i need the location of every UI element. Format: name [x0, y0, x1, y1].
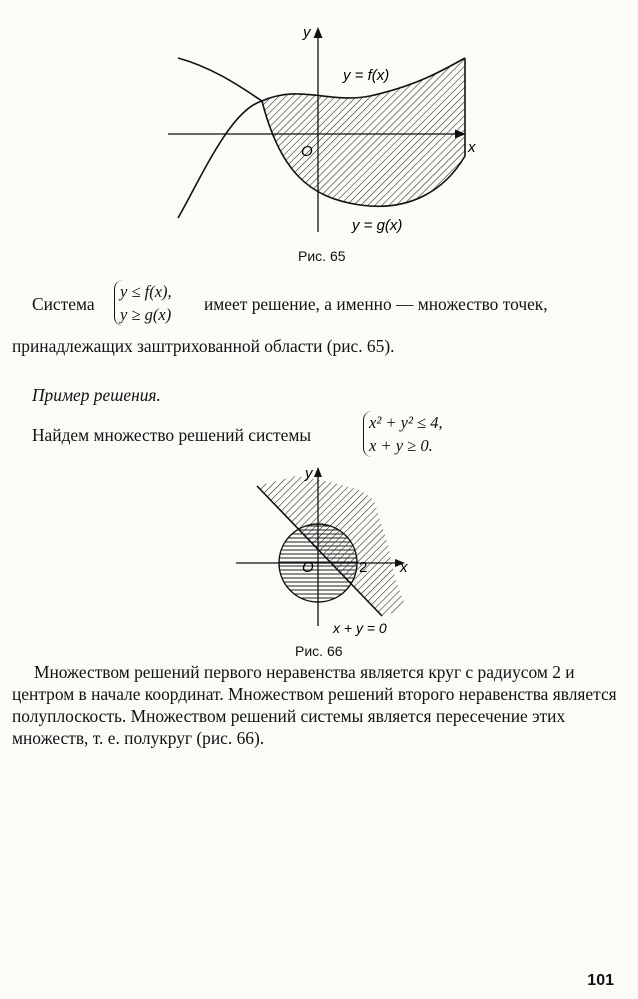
axis-x-label-66: x	[400, 559, 408, 576]
system-1-line-2: y ≥ g(x)	[120, 305, 172, 324]
caption-fig-65: Рис. 65	[298, 248, 346, 264]
system-2-brace	[363, 411, 443, 457]
system-2-line-2: x + y ≥ 0.	[369, 436, 433, 455]
label-f: y = f(x)	[343, 67, 390, 84]
y-axis-arrow-66	[314, 467, 322, 477]
label-g: y = g(x)	[352, 217, 403, 234]
axis-y-label-66: y	[305, 465, 313, 482]
y-axis-arrow-65	[314, 27, 323, 38]
system-1-continuation: принадлежащих заштрихованной области (рис. 65).	[12, 336, 395, 356]
system-1-line-1: y ≤ f(x),	[120, 282, 172, 301]
caption-fig-66: Рис. 66	[295, 643, 343, 659]
system-2-line-1: x² + y² ≤ 4,	[369, 413, 443, 432]
origin-label-65: O	[301, 143, 313, 160]
system-1-suffix: имеет решение, а именно — множество точек,	[204, 294, 548, 314]
axis-y-label-65: y	[303, 24, 311, 41]
axis-x-label-65: x	[468, 139, 476, 156]
conclusion-paragraph: Множеством решений первого неравенства является круг с радиусом 2 и центром в начале координат. Множеством решений второго неравенства является полуплоскость. Множеством решений системы является пересечение этих множеств, т. е. полукруг (рис. 66).	[12, 662, 617, 748]
figure-66	[0, 460, 638, 640]
radius-label-66: 2	[359, 559, 368, 576]
line-label-66: x + y = 0	[333, 620, 387, 636]
system-1-prefix: Система	[32, 294, 95, 314]
page-number: 101	[587, 972, 614, 989]
figure-65	[0, 0, 638, 260]
example-prefix: Найдем множество решений системы	[32, 425, 312, 445]
example-heading: Пример решения.	[32, 385, 161, 405]
system-1-brace	[114, 280, 172, 326]
origin-label-66: O	[302, 559, 314, 576]
